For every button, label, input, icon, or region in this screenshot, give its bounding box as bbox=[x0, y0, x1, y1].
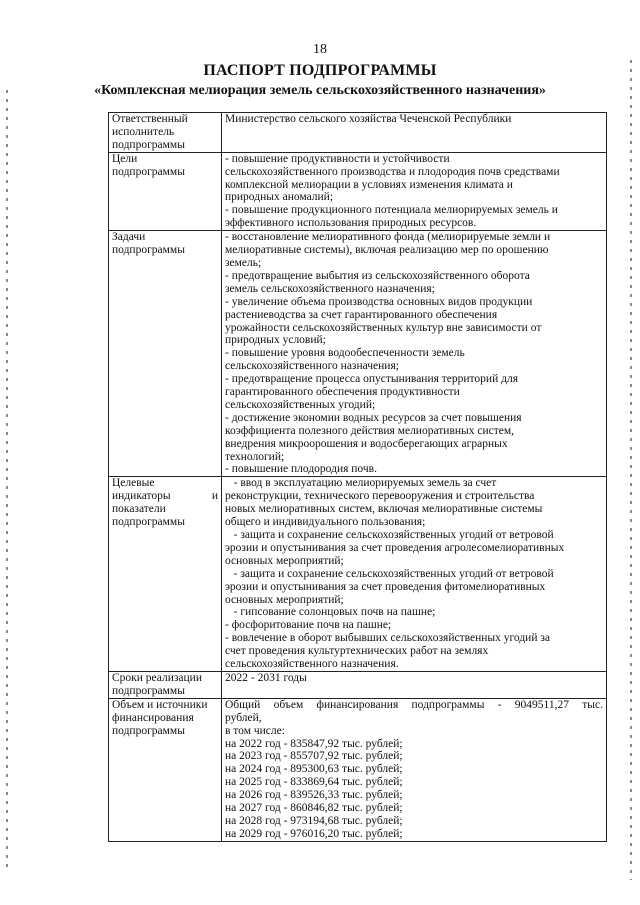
row-label-line: подпрограммы bbox=[112, 684, 185, 697]
row-value-line: - защита и сохранение сельскохозяйственных угодий от ветровой bbox=[225, 529, 554, 541]
row-value-line: - предотвращение процесса опустынивания территорий для bbox=[225, 373, 518, 386]
row-value-line: рублей, bbox=[225, 711, 262, 724]
row-label bbox=[109, 698, 222, 841]
row-label-line: Цели bbox=[112, 152, 138, 165]
page-number: 18 bbox=[313, 42, 327, 57]
passport-row-funding bbox=[109, 698, 607, 841]
row-value-line: земель сельскохозяйственного назначения; bbox=[225, 282, 435, 295]
row-value-line: на 2024 год - 895300,63 тыс. рублей; bbox=[225, 763, 403, 776]
row-value-line: общего и индивидуального пользования; bbox=[225, 516, 426, 529]
row-value-line: - достижение экономии водных ресурсов за счет повышения bbox=[225, 411, 522, 424]
row-value-line: урожайности сельскохозяйственных культур вне зависимости от bbox=[225, 321, 542, 334]
row-label bbox=[109, 152, 222, 230]
row-label-line: показатели bbox=[112, 503, 166, 516]
passport-row-tasks bbox=[109, 231, 607, 477]
row-value-line: Общий объем финансирования подпрограммы - 9049511,27 тыс. bbox=[225, 698, 603, 711]
passport-row-indicators bbox=[109, 477, 607, 672]
row-value-line: - ввод в эксплуатацию мелиорируемых земель за счет bbox=[225, 477, 497, 490]
row-label bbox=[109, 113, 222, 153]
row-label-line: подпрограммы bbox=[112, 244, 185, 257]
row-value bbox=[222, 231, 607, 477]
row-value-line: счет проведения культуртехнических работ на землях bbox=[225, 645, 489, 658]
row-value-line: Министерство сельского хозяйства Чеченской Республики bbox=[225, 113, 512, 125]
row-value-line: коэффициента полезного действия мелиоративных систем, bbox=[225, 424, 515, 437]
row-label-line: подпрограммы bbox=[112, 516, 185, 529]
row-label-word: индикаторы bbox=[112, 490, 171, 503]
row-value-line: сельскохозяйственных угодий; bbox=[225, 398, 376, 411]
row-value-line: - повышение продукционного потенциала мелиорируемых земель и bbox=[225, 204, 558, 217]
row-label-line: Целевые bbox=[112, 477, 155, 490]
row-value-line: на 2028 год - 973194,68 тыс. рублей; bbox=[225, 814, 403, 827]
passport-row-goals bbox=[109, 152, 607, 230]
row-value-line: эрозии и опустынивания за счет проведения агролесомелиоративных bbox=[225, 541, 565, 554]
row-value-line: - повышение уровня водообеспеченности земель bbox=[225, 347, 465, 360]
row-value-line: - повышение продуктивности и устойчивости bbox=[225, 152, 450, 165]
row-value-line: - гипсование солонцовых почв на пашне; bbox=[225, 606, 436, 619]
scan-edge-left bbox=[6, 90, 8, 870]
row-value bbox=[222, 477, 607, 672]
row-label-line: подпрограммы bbox=[112, 724, 185, 737]
row-value-line: - вовлечение в оборот выбывших сельскохозяйственных угодий за bbox=[225, 632, 551, 645]
row-value-line: на 2025 год - 833869,64 тыс. рублей; bbox=[225, 776, 403, 789]
scan-edge-right bbox=[630, 60, 632, 880]
row-value-line: - фосфоритование почв на пашне; bbox=[225, 619, 392, 632]
row-value-line: сельскохозяйственного назначения; bbox=[225, 360, 399, 373]
row-value-line: растениеводства за счет гарантированного обеспечения bbox=[225, 308, 498, 321]
row-label-line: подпрограммы bbox=[112, 165, 185, 178]
row-value-line: природных аномалий; bbox=[225, 191, 334, 204]
row-value-line: в том числе: bbox=[225, 724, 285, 737]
row-value-line: - предотвращение выбытия из сельскохозяйственного оборота bbox=[225, 269, 530, 282]
row-value-line: мелиоративные системы), включая реализацию мер по орошению bbox=[225, 244, 549, 257]
row-label-word: и bbox=[211, 490, 218, 503]
passport-table bbox=[108, 112, 607, 842]
passport-row-timeline bbox=[109, 671, 607, 698]
row-label bbox=[109, 671, 222, 698]
row-value-line: на 2022 год - 835847,92 тыс. рублей; bbox=[225, 737, 403, 750]
row-value-line: - восстановление мелиоративного фонда (мелиорируемые земли и bbox=[225, 231, 551, 244]
row-value-line: на 2027 год - 860846,82 тыс. рублей; bbox=[225, 802, 403, 815]
row-label-line: финансирования bbox=[112, 711, 194, 724]
row-value-line: на 2029 год - 976016,20 тыс. рублей; bbox=[225, 827, 403, 840]
row-value-line: гарантированного обеспечения продуктивности bbox=[225, 386, 460, 399]
row-value-line: на 2026 год - 839526,33 тыс. рублей; bbox=[225, 789, 403, 802]
row-label-line: подпрограммы bbox=[112, 138, 185, 151]
row-value-line: сельскохозяйственного назначения. bbox=[225, 658, 399, 671]
row-label-line: Сроки реализации bbox=[112, 671, 202, 684]
row-value-line: природных условий; bbox=[225, 334, 326, 347]
row-label-line bbox=[112, 490, 218, 503]
row-value-line: комплексной мелиорации в условиях изменения климата и bbox=[225, 178, 513, 191]
row-label-line: исполнитель bbox=[112, 125, 175, 138]
row-value bbox=[222, 698, 607, 841]
row-value-line: основных мероприятий; bbox=[225, 593, 344, 606]
row-value-line: - повышение плодородия почв. bbox=[225, 463, 377, 476]
row-value bbox=[222, 113, 607, 153]
row-value-line: - увеличение объема производства основных видов продукции bbox=[225, 295, 533, 308]
row-value-line: сельскохозяйственного производства и плодородия почв средствами bbox=[225, 165, 560, 178]
row-value-line: внедрения микроорошения и водосберегающих аграрных bbox=[225, 437, 508, 450]
row-label bbox=[109, 231, 222, 477]
passport-row-responsible bbox=[109, 113, 607, 153]
row-value-line: - защита и сохранение сельскохозяйственных угодий от ветровой bbox=[225, 567, 554, 580]
row-value-line: реконструкции, технического перевооружения и строительства bbox=[225, 490, 535, 503]
row-value-line: технологий; bbox=[225, 450, 285, 463]
row-label bbox=[109, 477, 222, 672]
row-value bbox=[222, 152, 607, 230]
document-title: ПАСПОРТ ПОДПРОГРАММЫ bbox=[203, 62, 437, 79]
row-value-line: 2022 - 2031 годы bbox=[225, 671, 307, 684]
row-value-line: новых мелиоративных систем, включая мелиоративные системы bbox=[225, 503, 543, 516]
row-value-line: эрозии и опустынивания за счет проведения фитомелиоративных bbox=[225, 580, 546, 593]
row-value-line: на 2023 год - 855707,92 тыс. рублей; bbox=[225, 750, 403, 763]
row-value-line: основных мероприятий; bbox=[225, 554, 344, 567]
row-value bbox=[222, 671, 607, 698]
row-label-line: Объем и источники bbox=[112, 698, 208, 711]
document-subtitle: «Комплексная мелиорация земель сельскохозяйственного назначения» bbox=[94, 83, 546, 98]
row-label-line: Задачи bbox=[112, 231, 146, 244]
row-value-line: эффективного использования природных ресурсов. bbox=[225, 217, 477, 230]
row-label-line: Ответственный bbox=[112, 113, 188, 125]
row-value-line: земель; bbox=[225, 256, 262, 269]
